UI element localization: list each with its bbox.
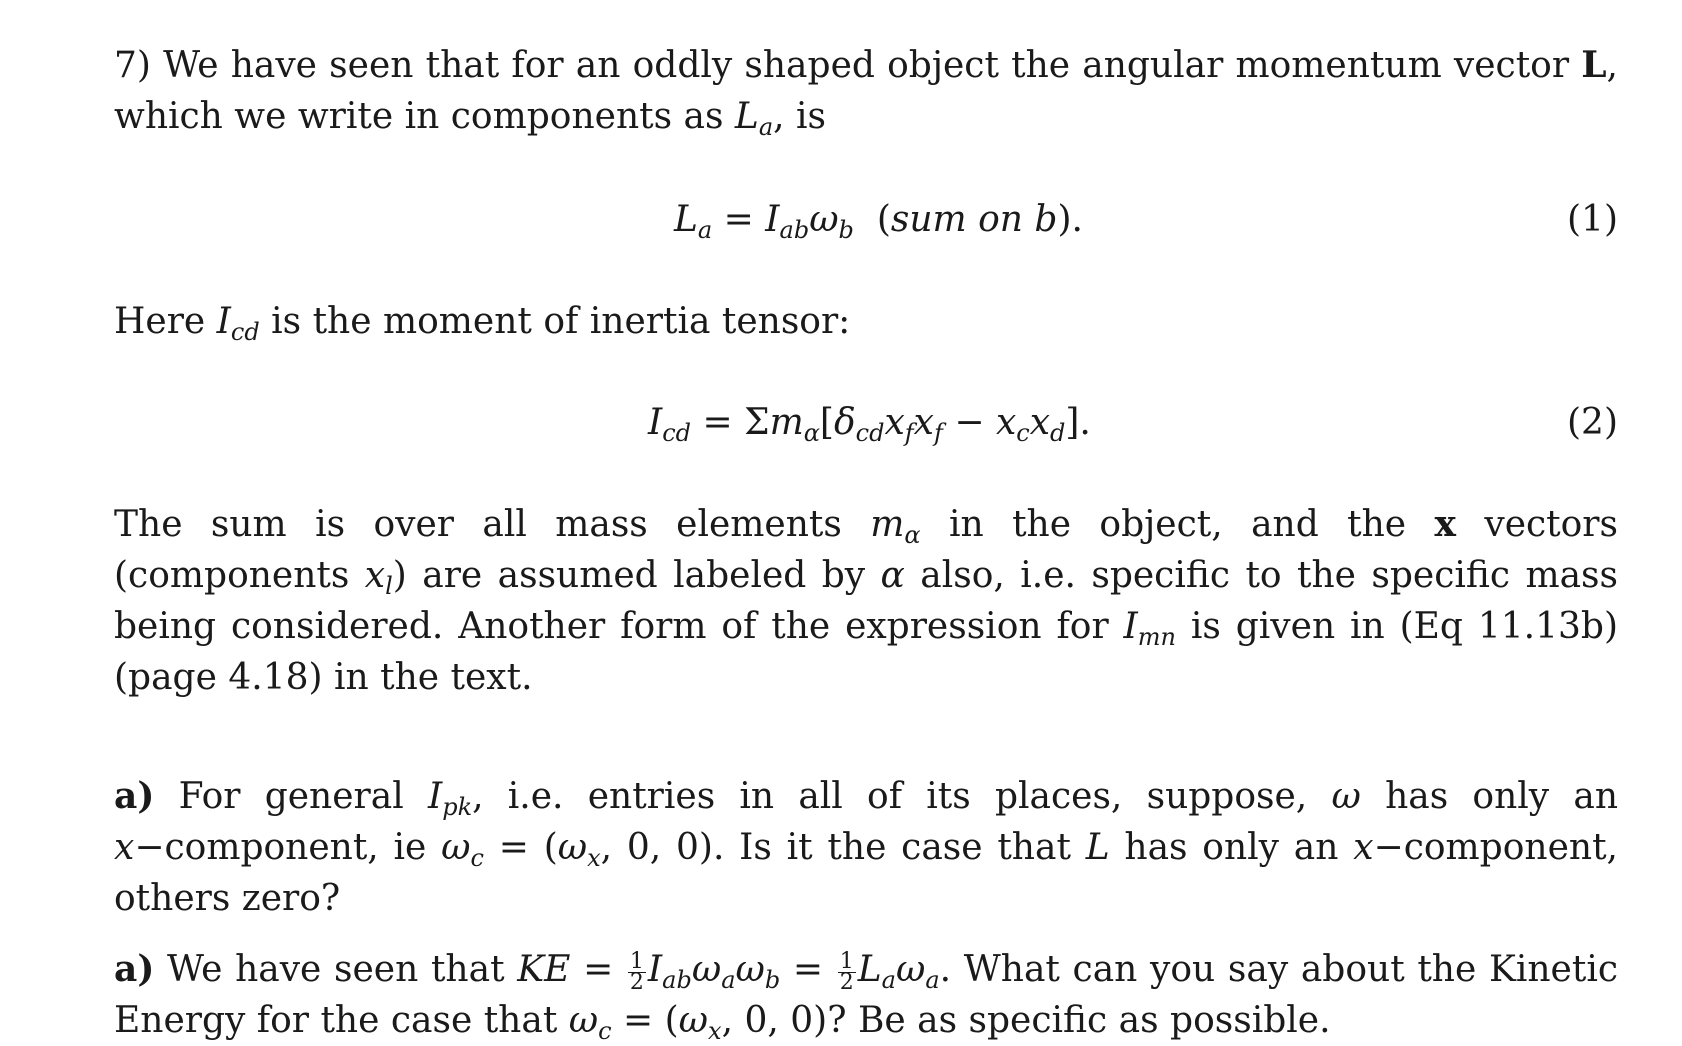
part-a2-text-3: ? Be as specific as possible.	[827, 1000, 1331, 1041]
math-xl: $x_l$	[364, 555, 393, 600]
part-a1-text-1: For general	[154, 776, 428, 817]
inertia-intro	[114, 296, 1618, 347]
problem-number: 7)	[114, 45, 151, 86]
fraction-half-2: $\frac{1}{2}$	[839, 948, 854, 995]
part-a1-text-3: has only an	[1360, 776, 1619, 817]
part-a1-text-2: , i.e. entries in all of its places, suppose,	[472, 776, 1332, 817]
problem-page	[114, 40, 1618, 1046]
here-text-2: is the moment of inertia tensor:	[259, 301, 851, 342]
equation-1-number: (1)	[1567, 199, 1618, 240]
math-alpha: α	[880, 555, 905, 596]
equation-1	[114, 194, 1618, 246]
part-a1-text-6: has only an	[1109, 827, 1354, 868]
part-a-question-2: a) We have seen that KE = $\frac{1}{2}$ $I_{ab}\omega_a\omega_b$ = $\frac{1}{2}$ $L_a\omega_a$. What can you say about the Kinetic Energy for the case that $\omega_c = (\omega_x$, 0, 0)? Be as specific as possible.	[114, 948, 1618, 1045]
intro-text-3: , is	[773, 96, 826, 137]
part-a1-text-4: −component, ie	[134, 827, 442, 868]
math-x-2: x	[1353, 827, 1374, 868]
math-Ipk: $I_{pk}$	[427, 776, 473, 821]
math-La: $L_a$	[734, 96, 774, 141]
sum-text-1: The sum is over all mass elements	[114, 504, 871, 545]
math-x-1: x	[114, 827, 135, 868]
math-omega: ω	[1331, 776, 1361, 817]
here-text-1: Here	[114, 301, 217, 342]
vector-L: L	[1581, 44, 1607, 86]
math-Imn: $I_{mn}$	[1123, 606, 1176, 651]
vector-x: x	[1434, 503, 1456, 545]
part-a-label-2: a)	[114, 948, 155, 990]
math-omega-c-2: $\omega_c$	[568, 1000, 612, 1045]
part-a2-text-1: We have seen that	[154, 949, 518, 990]
part-a-label-1: a)	[114, 775, 155, 817]
sum-text-6: is given in (Eq 11.13b) (page 4.18) in the text.	[114, 606, 1618, 698]
equation-1-expression: $L_a = I_{ab}\omega_b$ (sum on b).	[674, 199, 1083, 244]
sum-text-4: ) are assumed labeled by	[392, 555, 881, 596]
sum-text-2: in the object, and the	[920, 504, 1435, 545]
math-KE: KE	[517, 949, 571, 990]
math-omega-c-1: $\omega_c$	[441, 827, 484, 872]
math-L: L	[1085, 827, 1110, 868]
equation-2	[114, 397, 1618, 449]
equation-2-number: (2)	[1567, 402, 1618, 443]
part-a-question-1: a) For general $I_{pk}$, i.e. entries in all of its places, suppose, ω has only an x−component, ie $\omega_c = (\omega_x$, 0, 0). Is it the case that L has only an x−component, others zero?	[114, 775, 1619, 919]
math-Icd: $I_{cd}$	[216, 301, 260, 346]
part-a2-text-2: . What can you say about the Kinetic Energy for the case that	[114, 949, 1618, 1041]
part-a1-text-5: . Is it the case that	[712, 827, 1086, 868]
equation-1-note: sum on	[890, 199, 1023, 240]
intro-text-1: We have seen that for an oddly shaped object the angular momentum vector	[163, 45, 1582, 86]
sum-explanation	[114, 499, 1618, 703]
problem-intro	[114, 40, 1618, 142]
sum-text-3: vectors (components	[114, 504, 1618, 596]
intro-text-2: , which we write in components as	[114, 45, 1618, 137]
fraction-half-1: $\frac{1}{2}$	[629, 948, 644, 995]
part-a1-text-7: −component, others zero?	[114, 827, 1618, 919]
sum-text-5: also, i.e. specific to the specific mass being considered. Another form of the expression for	[114, 555, 1619, 647]
math-m-alpha: $m_\alpha$	[870, 504, 921, 549]
equation-2-expression: $I_{cd} = \Sigma m_\alpha[\delta_{cd}x_fx_f - x_cx_d]$.	[648, 402, 1091, 447]
